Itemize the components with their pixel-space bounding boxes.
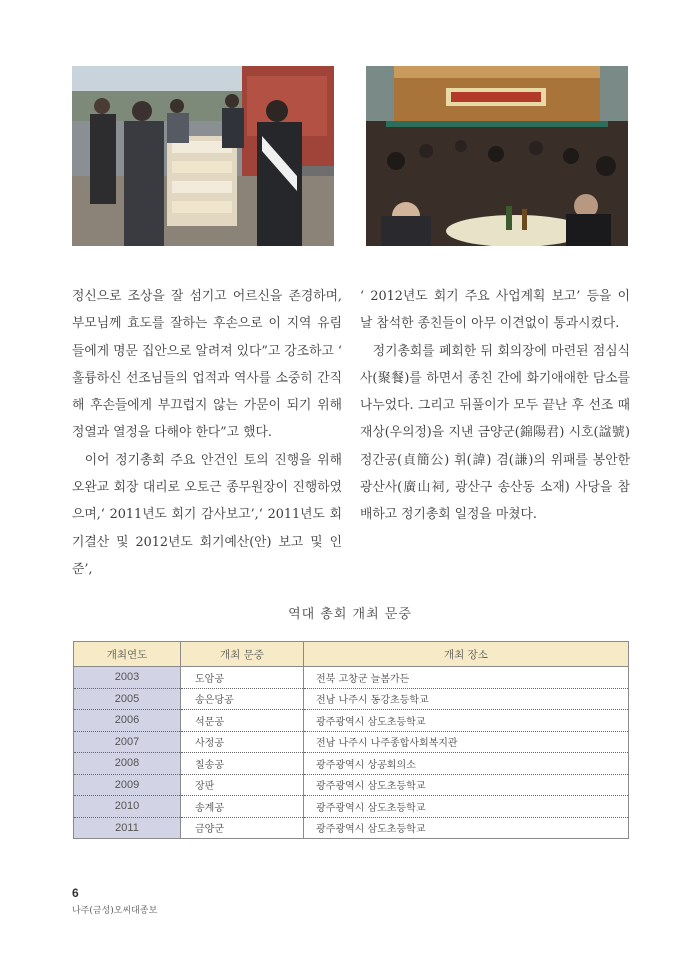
- registration-photo-art: [72, 66, 334, 246]
- table-row: [74, 710, 629, 732]
- table-row: [74, 796, 629, 818]
- cell-year: 2005: [74, 688, 181, 710]
- registration-photo: [72, 66, 334, 246]
- meetings-table: [73, 641, 629, 839]
- header-place: 개최 장소: [304, 642, 629, 667]
- cell-year: 2007: [74, 731, 181, 753]
- general-meeting-photo-art: [366, 66, 628, 246]
- header-year: 개최연도: [74, 642, 181, 667]
- cell-place: 전남 나주시 동강초등학교: [304, 688, 629, 710]
- article-paragraph: 정기총회를 폐회한 뒤 회의장에 마련된 점심식사(聚餐)를 하면서 종친 간에 화기애애한 담소를 나누었다. 그리고 뒤풀이가 모두 끝난 후 선조 때 재상(우의정)을 지낸 금양군(錦陽君) 시호(諡號) 정간공(貞簡公) 휘(諱) 겸(謙)의 위패를 봉안한 광산사(廣山祠, 광산구 송산동 소재) 사당을 참배하고 정기총회 일정을 마쳤다.: [360, 343, 630, 523]
- cell-place: 광주광역시 삼도초등학교: [304, 817, 629, 839]
- cell-clan: 금양군: [181, 817, 304, 839]
- table-row: [74, 667, 629, 689]
- cell-clan: 사정공: [181, 731, 304, 753]
- cell-place: 광주광역시 삼도초등학교: [304, 710, 629, 732]
- cell-place: 광주광역시 상공회의소: [304, 753, 629, 775]
- table-row: [74, 817, 629, 839]
- cell-year: 2006: [74, 710, 181, 732]
- page-number: 6: [72, 886, 79, 900]
- table-header-row: [74, 642, 629, 667]
- cell-year: 2011: [74, 817, 181, 839]
- cell-year: 2010: [74, 796, 181, 818]
- cell-place: 전남 나주시 나주종합사회복지관: [304, 731, 629, 753]
- publication-name: 나주(금성)오씨대종보: [72, 906, 158, 916]
- cell-year: 2008: [74, 753, 181, 775]
- header-clan: 개최 문중: [181, 642, 304, 667]
- article-right-column: [360, 283, 630, 529]
- cell-clan: 송계공: [181, 796, 304, 818]
- cell-place: 전북 고창군 늘봄가든: [304, 667, 629, 689]
- cell-clan: 도암공: [181, 667, 304, 689]
- article-left-column: [72, 283, 342, 583]
- cell-year: 2003: [74, 667, 181, 689]
- table-row: [74, 731, 629, 753]
- cell-clan: 송은당공: [181, 688, 304, 710]
- table-row: [74, 753, 629, 775]
- article-paragraph: 이어 정기총회 주요 안건인 토의 진행을 위해 오완교 회장 대리로 오토근 종무원장이 진행하였으며,‘ 2011년도 회기 감사보고’,‘ 2011년도 회기결산 및 2012년도 회기예산(안) 보고 및 인준’,: [72, 452, 342, 577]
- cell-year: 2009: [74, 774, 181, 796]
- table-title: 역대 총회 개최 문중: [288, 607, 412, 622]
- table-row: [74, 774, 629, 796]
- cell-place: 광주광역시 삼도초등학교: [304, 796, 629, 818]
- article-paragraph: ‘ 2012년도 회기 주요 사업계획 보고’ 등을 이 날 참석한 종친들이 아무 이견없이 통과시켰다.: [360, 289, 630, 332]
- cell-clan: 장판: [181, 774, 304, 796]
- cell-place: 광주광역시 삼도초등학교: [304, 774, 629, 796]
- cell-clan: 석문공: [181, 710, 304, 732]
- general-meeting-photo: [366, 66, 628, 246]
- cell-clan: 칠송공: [181, 753, 304, 775]
- article-paragraph: 정신으로 조상을 잘 섬기고 어르신을 존경하며, 부모님께 효도를 잘하는 후손으로 이 지역 유림들에게 명문 집안으로 알려져 있다”고 강조하고 ‘ 훌륭하신 선조님들의 업적과 역사를 소중히 간직해 후손들에게 부끄럽지 않는 가문이 되기 위해 정열과 열정을 다해야 한다”고 했다.: [72, 289, 342, 441]
- table-row: [74, 688, 629, 710]
